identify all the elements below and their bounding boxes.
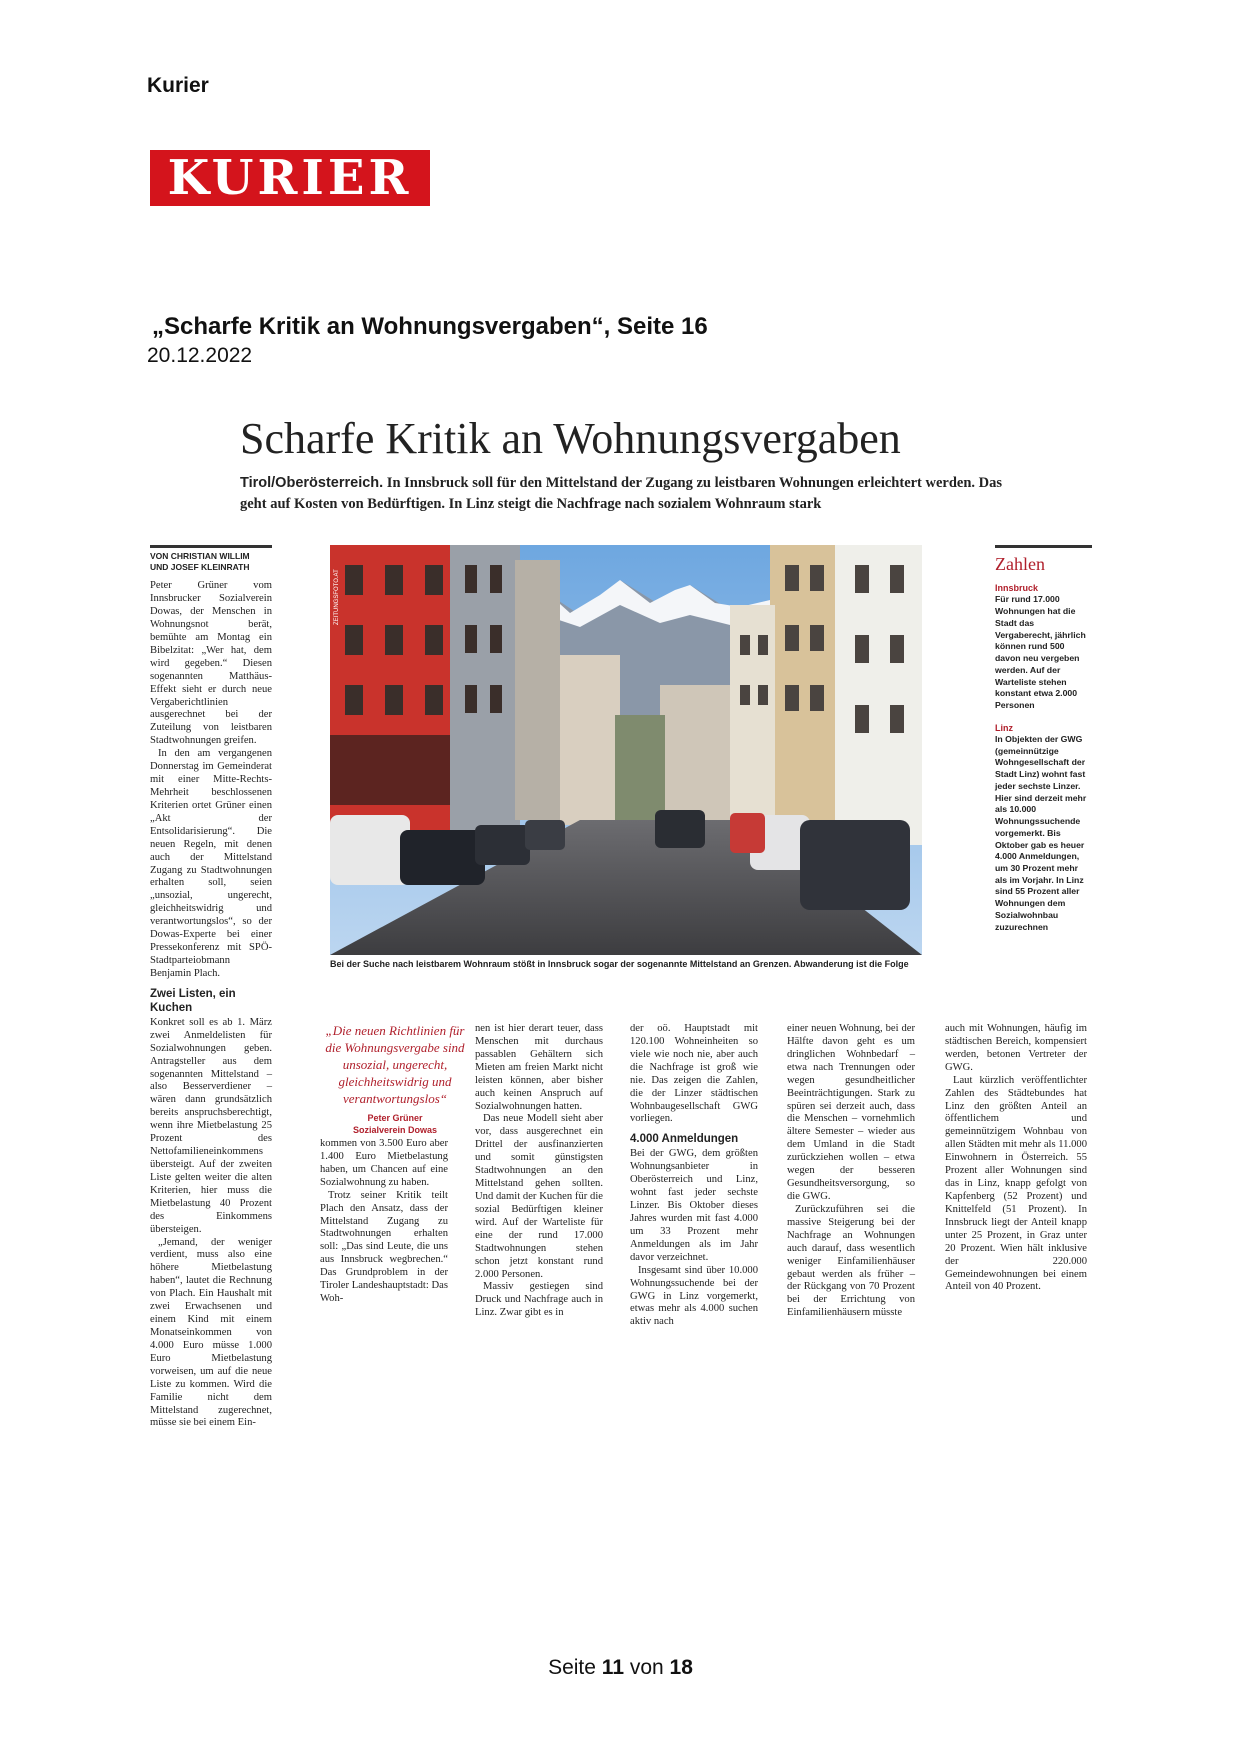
lead-location: Tirol/Oberösterreich. (240, 475, 384, 491)
quote-text: „Die neuen Richtlinien für die Wohnungsvergabe sind unsozial, ungerecht, gleichheitswidrig und verantwortungslos“ (325, 1023, 465, 1106)
paragraph: Zurückzuführen sei die massive Steigerung bei der Nachfrage an Wohnungen auch darauf, dass wesentlich weniger Einfamilienhäuser gebaut werden als früher – der Rückgang von 70 Prozent bei der Errichtung von Einfamilienhäusern müsste (787, 1203, 915, 1319)
byline: VON CHRISTIAN WILLIM UND JOSEF KLEINRATH (150, 545, 272, 572)
article-column-1 (150, 545, 272, 1430)
street-photo (330, 545, 922, 955)
article-reference-title: „Scharfe Kritik an Wohnungsvergaben“, Seite 16 (152, 313, 708, 340)
article-headline: Scharfe Kritik an Wohnungsvergaben (240, 414, 901, 463)
numbers-sidebar (995, 545, 1092, 943)
sidebar-text-innsbruck: Für rund 17.000 Wohnungen hat die Stadt das Vergaberecht, jährlich können rund 500 davon neu vergeben werden. Auf der Warteliste stehen konstant etwa 2.000 Personen (995, 594, 1086, 711)
subheading: 4.000 Anmeldungen (630, 1133, 739, 1146)
quote-author: Peter Grüner Sozialverein Dowas (352, 1113, 438, 1136)
lead-text: In Innsbruck soll für den Mittelstand der Zugang zu leistbaren Wohnungen erleichtert werden. Das geht auf Kosten von Bedürftigen. In Linz steigt die Nachfrage nach sozialem Wohnraum stark (240, 475, 1003, 513)
photo-caption: Bei der Suche nach leistbarem Wohnraum stößt in Innsbruck sogar der sogenannte Mittelstand an Grenzen. Abwanderung ist die Folge (330, 959, 909, 969)
paragraph: nen ist hier derart teuer, dass Menschen mit durchaus passablen Gehältern sich Mieten am freien Markt nicht leisten können, aber bisher auch keinen Anspruch auf Sozialwohnungen hatten. (475, 1023, 603, 1112)
paragraph: der oö. Hauptstadt mit 120.100 Wohneinheiten so viele wie noch nie, aber auch die Nachfrage ist groß wie nie. Das zeigen die Zahlen, die der Linzer städtischen Wohnbaugesellschaft GWG vorliegen. (630, 1023, 758, 1125)
newspaper-clipping (150, 405, 1092, 1429)
article-column-2 (320, 1138, 448, 1306)
page-footer (0, 1656, 1241, 1680)
paragraph: Das neue Modell sieht aber vor, dass ausgerechnet ein Drittel der ausfinanzierten und somit günstigsten Stadtwohnungen an den Mittelstand gehen sollten. Und damit der Kuchen für die sozial Bedürftigen kleiner wird. Auf der Warteliste für eine der rund 17.000 Stadtwohnungen stehen schon jetzt konstant rund 2.000 Personen. (475, 1113, 603, 1280)
article-lead (240, 473, 1020, 515)
paragraph: Trotz seiner Kritik teilt Plach den Ansatz, dass der Mittelstand Zugang zu Stadtwohnungen erhalten soll: „Das sind Leute, die uns aus Innsbruck wegbrechen.“ Das Grundproblem in der Tiroler Landeshauptstadt: Das Woh- (320, 1189, 448, 1305)
paragraph: Konkret soll es ab 1. März zwei Anmeldelisten für Sozialwohnungen geben. Antragsteller aus dem sogenannten Mittelstand – also Besserverdiener – wären dann grundsätzlich bereits anspruchsberechtigt, wenn ihre Mietbelastung 25 Prozent des Nettofamilieneinkommens übersteigt. Auf der zweiten Liste gelten weiter die alten Kriterien, hier muss die Mietbelastung 40 Prozent des Einkommens übersteigen. (150, 1016, 272, 1235)
pull-quote (325, 1023, 465, 1137)
subheading: Zwei Listen, ein Kuchen (150, 987, 236, 1014)
paragraph: Massiv gestiegen sind Druck und Nachfrage auch in Linz. Zwar gibt es in (475, 1281, 603, 1319)
source-label: Kurier (147, 74, 209, 97)
sidebar-title: Zahlen (995, 545, 1092, 576)
footer-page-total: 18 (669, 1656, 693, 1679)
paragraph: auch mit Wohnungen, häufig im städtischen Bereich, kompensiert werden, betonen Vertreter der GWG. (945, 1023, 1087, 1073)
footer-separator: von (629, 1656, 664, 1679)
paragraph: In den am vergangenen Donnerstag im Gemeinderat mit einer Mitte-Rechts-Mehrheit beschlossenen Kriterien ortet Grüner einen „Akt der Entsolidarisierung“. Die neuen Regeln, mit denen auch der Mittelstand Zugang zu Stadtwohnungen erhalten soll, seien „unsozial, ungerecht, gleichheitswidrig und verantwortungslos“, so der Dowas-Experte bei einer Pressekonferenz mit SPÖ-Stadtparteiobmann Benjamin Plach. (150, 748, 272, 979)
kurier-logo: KURIER (150, 150, 430, 206)
footer-page-number: 11 (601, 1656, 624, 1679)
paragraph: kommen von 3.500 Euro aber 1.400 Euro Mietbelastung haben, um Chancen auf eine Sozialwohnung zu haben. (320, 1138, 448, 1188)
sidebar-text-linz: In Objekten der GWG (gemeinnützige Wohngesellschaft der Stadt Linz) wohnt fast jeder sechste Linzer. Hier sind derzeit mehr als 10.000 Wohnungssuchende vorgemerkt. Bis Oktober gab es heuer 4.000 Anmeldungen, um 30 Prozent mehr als im Vorjahr. In Linz sind 55 Prozent aller Wohnungen dem Sozialwohnbau zuzurechnen (995, 733, 1087, 932)
paragraph: einer neuen Wohnung, bei der Hälfte davon geht es um dringlichen Wohnbedarf – etwa nach Trennungen oder wegen gesundheitlicher Beeinträchtigungen. Stark zu spüren sei derzeit auch, dass die Menschen – vornehmlich ältere Semester – wieder aus dem Umland in die Stadt zurückziehen wollen – etwa wegen der besseren Gesundheitsversorgung, so die GWG. (787, 1023, 915, 1202)
sidebar-heading-linz: Linz (995, 722, 1013, 733)
paragraph: Bei der GWG, dem größten Wohnungsanbieter in Oberösterreich und Linz, wohnt fast jeder sechste Linzer. Bis Oktober dieses Jahres wurden mit fast 4.000 um 33 Prozent mehr Anmeldungen als im Jahr davor verzeichnet. (630, 1148, 758, 1263)
article-date: 20.12.2022 (147, 344, 253, 367)
paragraph: „Jemand, der weniger verdient, muss also eine höhere Mietbelastung haben“, lautet die Rechnung von Plach. Ein Haushalt mit zwei Erwachsenen und einem Kind mit einem Monatseinkommen von 4.000 Euro müsse 1.000 Euro Mietbelastung vorweisen, um auf die neue Liste zu kommen. Wird die Familie nicht dem Mittelstand zugerechnet, müsse sie bei einem Ein- (150, 1236, 272, 1429)
footer-prefix: Seite (548, 1656, 596, 1679)
article-column-4 (630, 1023, 758, 1329)
paragraph: Insgesamt sind über 10.000 Wohnungssuchende bei der GWG in Linz vorgemerkt, etwas mehr als 4.000 suchen aktiv nach (630, 1264, 758, 1328)
paragraph: Laut kürzlich veröffentlichter Zahlen des Städtebundes hat Linz den größten Anteil an öffentlichem und gemeinnützigem Wohnbau von allen Städten mit mehr als 11.000 Einwohnern in Österreich. 55 Prozent aller Wohnungen sind das in Linz, knapp gefolgt von Kapfenberg (52 Prozent) und Knittelfeld (51 Prozent). In Innsbruck liegt der Anteil knapp unter 25 Prozent, in Graz unter 20 Prozent. Wien hält inklusive der 220.000 Gemeindewohnungen bei einem Anteil von 40 Prozent. (945, 1074, 1088, 1293)
sidebar-heading-innsbruck: Innsbruck (995, 583, 1039, 594)
paragraph: Peter Grüner vom Innsbrucker Sozialverein Dowas, der Menschen in Wohnungsnot berät, bemühte am Montag ein Bibelzitat: „Wer hat, dem wird gegeben.“ Diesen sogenannten Matthäus-Effekt sieht er durch neue Vergaberichtlinien ausgerechnet bei der Zuteilung von leistbaren Stadtwohnungen greifen. (150, 580, 272, 747)
article-column-6 (945, 1023, 1087, 1294)
photo-credit: ZEITUNGSFOTO.AT (334, 569, 340, 625)
article-column-3 (475, 1023, 603, 1320)
article-column-5 (787, 1023, 915, 1320)
